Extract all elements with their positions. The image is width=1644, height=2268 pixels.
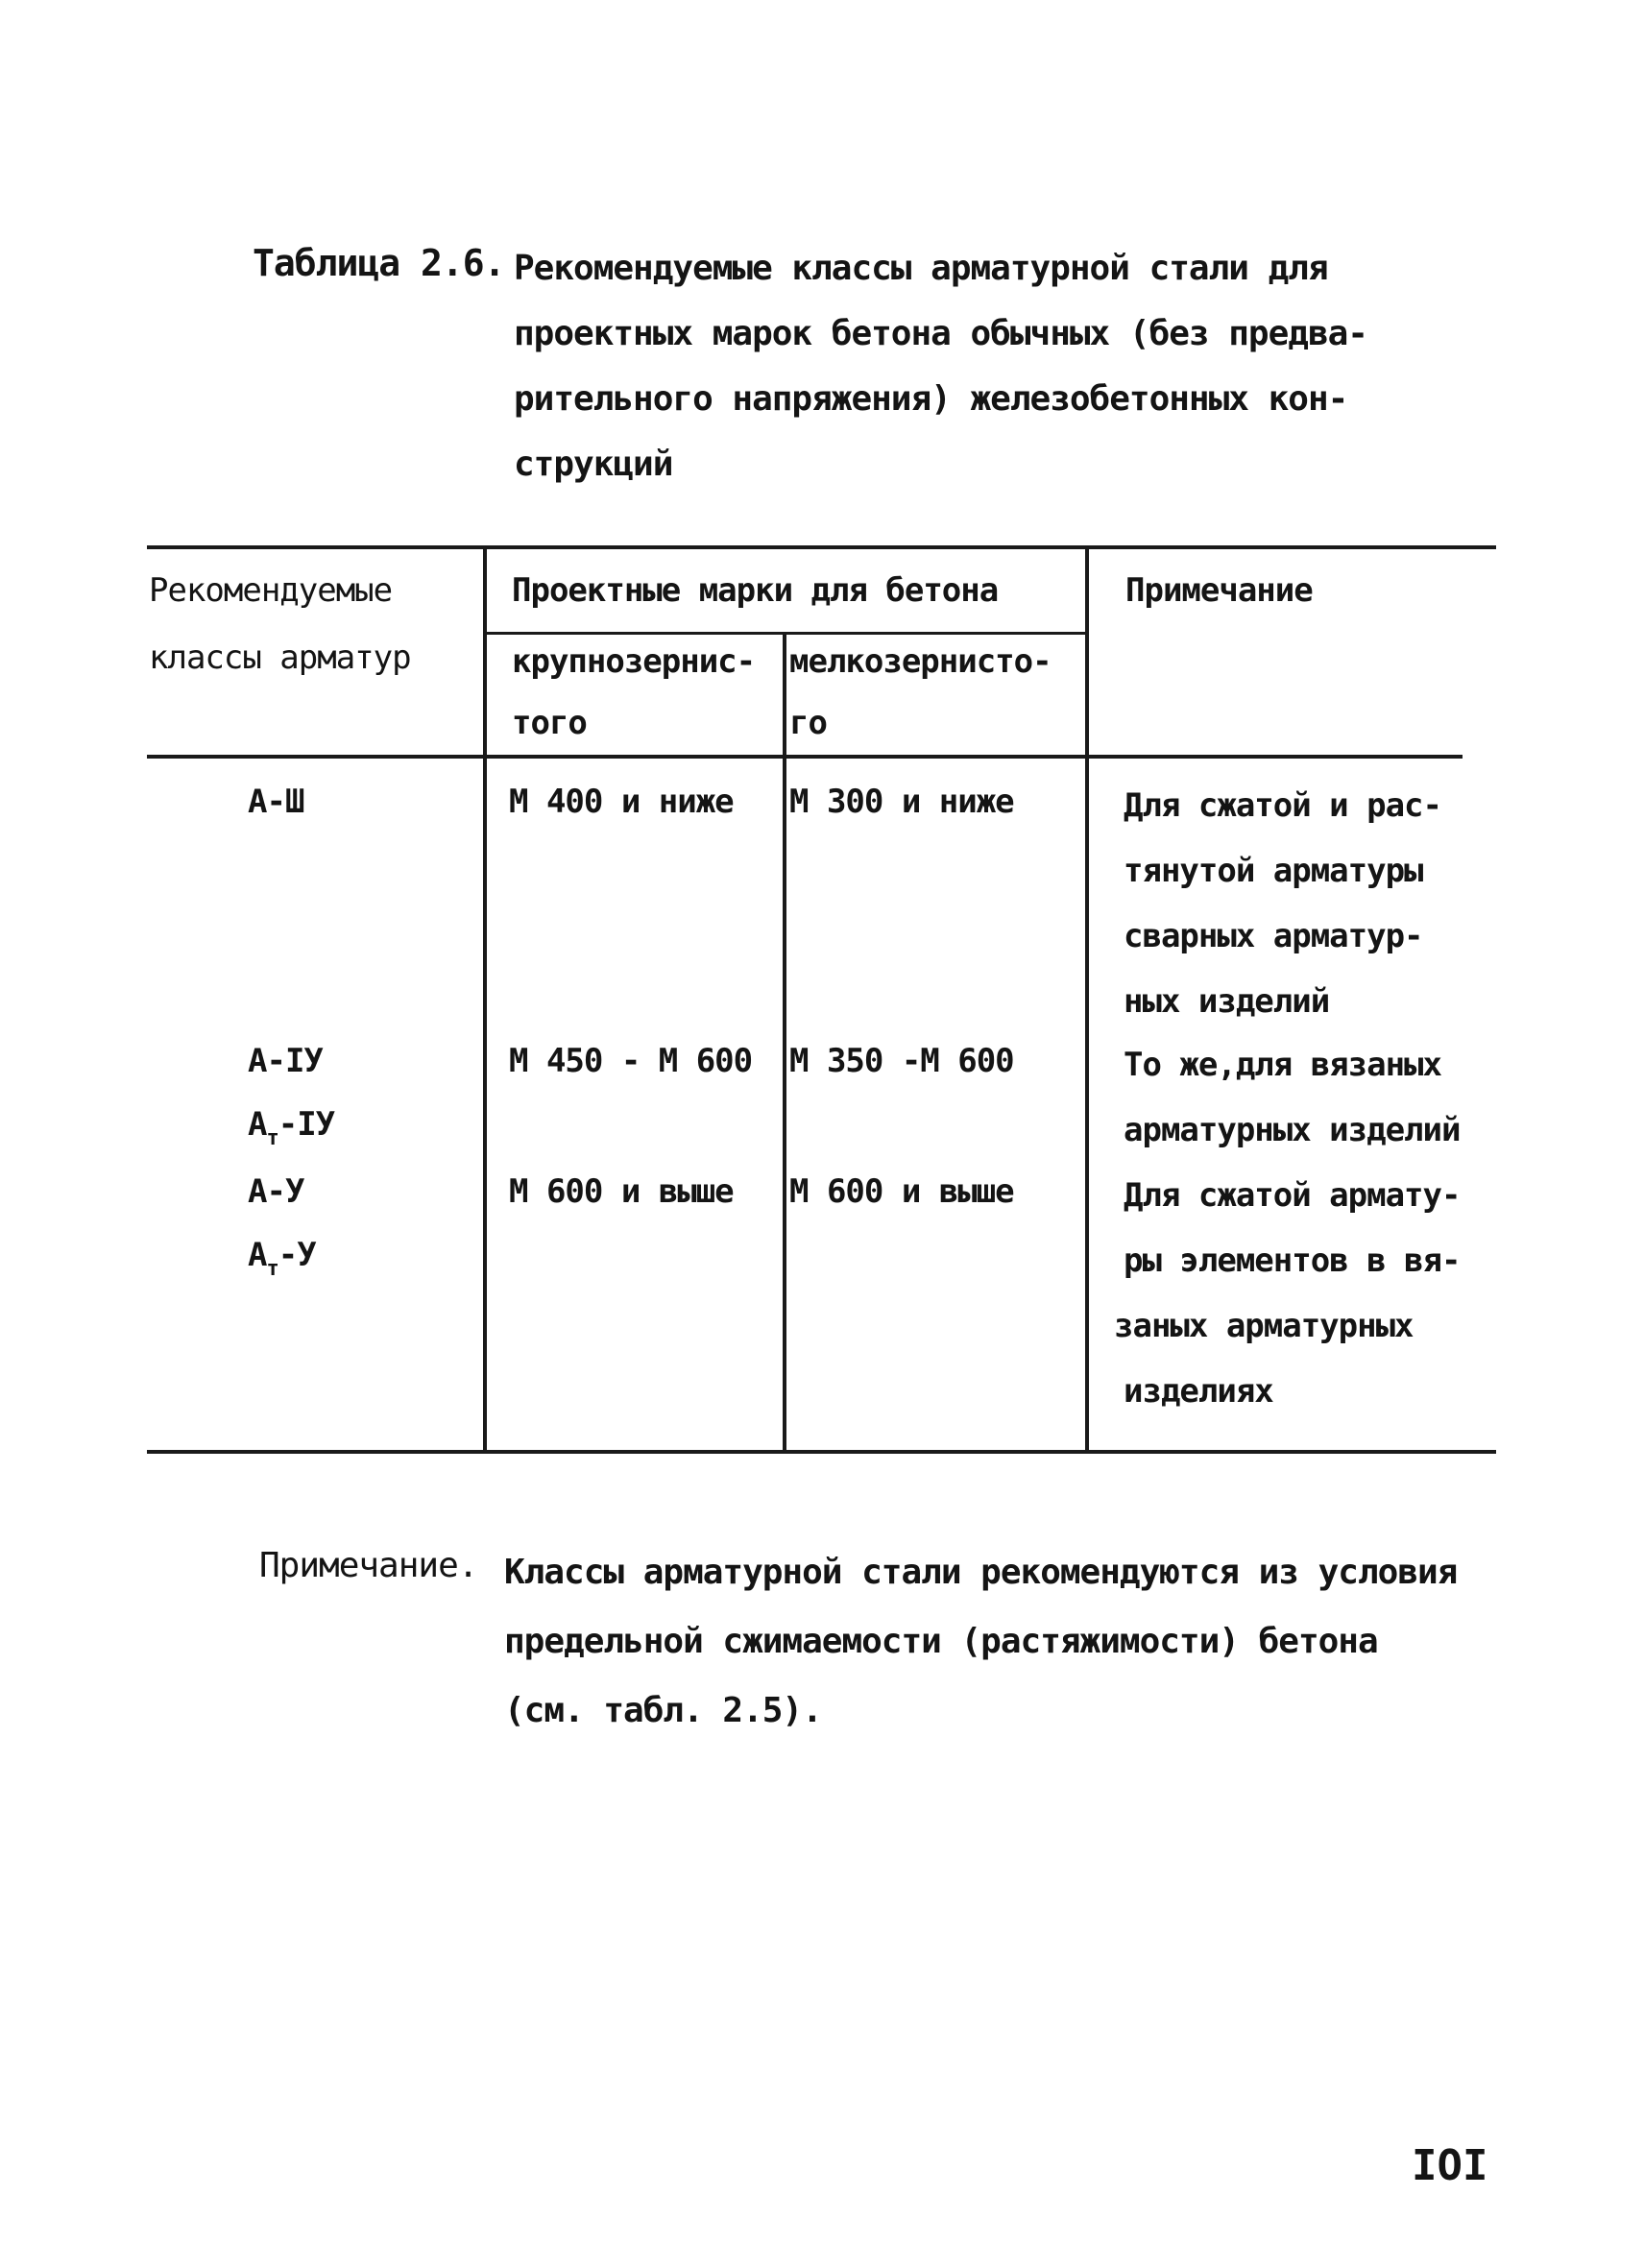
col-divider-3 — [1085, 547, 1089, 1452]
row-fine-grade: М 350 -М 600 — [789, 1042, 1014, 1080]
caption-line: проектных марок бетона обычных (без предва- — [514, 314, 1367, 353]
row-coarse-grade: М 450 - М 600 — [509, 1042, 753, 1080]
row-note: арматурных изделий — [1124, 1111, 1461, 1149]
header-concrete-grades: Проектные марки для бетона — [512, 571, 999, 610]
header-fine: го — [789, 704, 827, 742]
row-class: А-Ш — [248, 783, 304, 821]
col-divider-2 — [783, 634, 786, 1452]
footnote-text — [504, 1546, 1457, 1753]
row-note: тянутой арматуры — [1124, 852, 1423, 890]
header-classes: Рекомендуемые — [149, 571, 393, 610]
row-note: То же,для вязаных — [1124, 1046, 1441, 1084]
caption-line: Рекомендуемые классы арматурной стали для — [514, 249, 1328, 288]
header-fine: мелкозернисто- — [789, 642, 1052, 681]
row-note: сварных арматур- — [1124, 917, 1423, 955]
row-note: Для сжатой армату- — [1124, 1176, 1461, 1215]
header-note: Примечание — [1125, 571, 1313, 610]
header-coarse: крупнозернис- — [512, 642, 756, 681]
table-top-rule — [147, 545, 1496, 549]
row-class: А-У — [248, 1172, 304, 1211]
table-bottom-rule — [147, 1450, 1496, 1454]
caption-line: рительного напряжения) железобетонных кон- — [514, 379, 1348, 419]
footnote-line: предельной сжимаемости (растяжимости) бетона — [504, 1622, 1378, 1661]
row-note: ных изделий — [1124, 982, 1330, 1021]
row-class: $А_т-У$ — [248, 1236, 316, 1281]
row-note: заных арматурных — [1114, 1307, 1414, 1345]
row-fine-grade: М 600 и выше — [789, 1172, 1014, 1211]
row-note: ры элементов в вя- — [1124, 1242, 1461, 1280]
caption-line: струкций — [514, 445, 673, 484]
header-bottom-rule — [147, 755, 1463, 759]
row-class: $А_т-IУ$ — [248, 1105, 335, 1150]
footnote-label: Примечание. — [259, 1546, 478, 1585]
row-note: изделиях — [1124, 1372, 1273, 1411]
footnote-line: Классы арматурной стали рекомендуются из условия — [504, 1553, 1458, 1592]
row-fine-grade: М 300 и ниже — [789, 783, 1014, 821]
row-coarse-grade: М 400 и ниже — [509, 783, 734, 821]
footnote-line: (см. табл. 2.5). — [504, 1691, 822, 1730]
row-coarse-grade: М 600 и выше — [509, 1172, 734, 1211]
row-class: А-IУ — [248, 1042, 323, 1080]
caption-label: Таблица 2.6. — [253, 242, 505, 284]
row-note: Для сжатой и рас- — [1124, 786, 1441, 825]
col-divider-1 — [483, 547, 487, 1452]
header-coarse: того — [512, 704, 587, 742]
page-number: IOI — [1412, 2141, 1488, 2190]
header-classes: классы арматур — [149, 639, 411, 677]
caption-text — [514, 242, 1474, 503]
